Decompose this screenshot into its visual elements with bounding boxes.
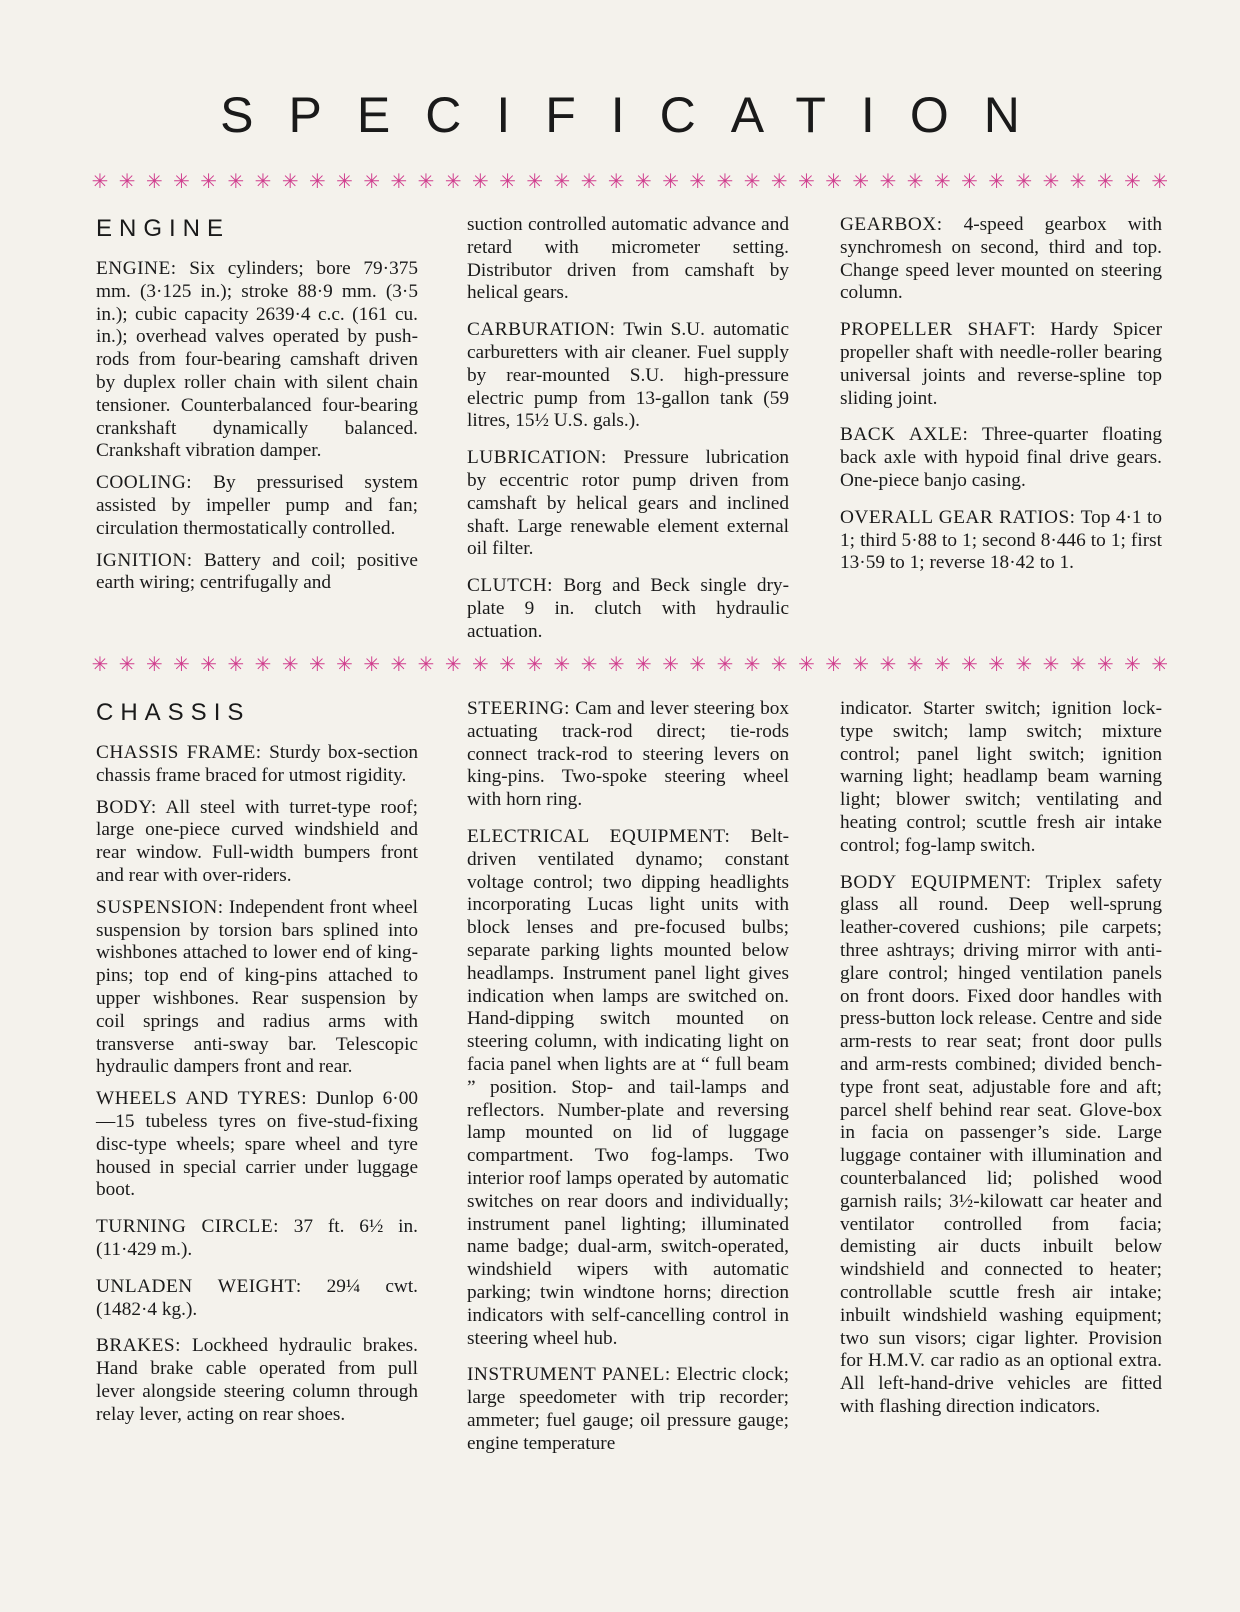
engine-column-2 bbox=[467, 214, 789, 653]
back-axle-paragraph: BACK AXLE: Three-quarter floating back axle with hypoid final drive gears. One-piece banjo casing. bbox=[840, 424, 1162, 491]
asterisk-ornament-icon: ✳ bbox=[472, 169, 489, 193]
asterisk-ornament-icon: ✳ bbox=[417, 652, 435, 676]
asterisk-ornament-icon: ✳ bbox=[662, 169, 679, 193]
instrument-panel-paragraph: INSTRUMENT PANEL: Electric clock; large speedometer with trip recorder; ammeter; fuel gauge; oil pressure gauge; engine temperature bbox=[467, 1364, 789, 1454]
asterisk-ornament-icon: ✳ bbox=[852, 169, 870, 193]
chassis-frame-paragraph: CHASSIS FRAME: Sturdy box-section chassis frame braced for utmost rigidity. bbox=[96, 742, 418, 786]
asterisk-ornament-icon: ✳ bbox=[308, 652, 326, 676]
lubrication-paragraph: LUBRICATION: Pressure lubrication by eccentric rotor pump driven from camshaft by helical gears and inclined shaft. Large renewable element external oil filter. bbox=[467, 447, 789, 560]
cooling-paragraph: COOLING: By pressurised system assisted by impeller pump and fan; circulation thermostatically controlled. bbox=[96, 472, 418, 539]
ignition-continued-paragraph: suction controlled automatic advance and retard with micrometer setting. Distributor driven from camshaft by helical gears. bbox=[467, 214, 789, 304]
asterisk-ornament-icon: ✳ bbox=[118, 652, 136, 676]
asterisk-ornament-icon: ✳ bbox=[852, 652, 870, 676]
asterisk-ornament-icon: ✳ bbox=[798, 169, 815, 193]
wheels-tyres-paragraph: WHEELS AND TYRES: Dunlop 6·00—15 tubeless tyres on five-stud-fixing disc-type wheels; spare wheel and tyre housed in special carrier under luggage boot. bbox=[96, 1088, 418, 1201]
asterisk-ornament-icon: ✳ bbox=[526, 169, 544, 193]
asterisk-ornament-icon: ✳ bbox=[988, 652, 1006, 676]
asterisk-ornament-icon: ✳ bbox=[417, 169, 435, 193]
asterisk-ornament-icon: ✳ bbox=[906, 169, 924, 193]
asterisk-ornament-icon: ✳ bbox=[173, 652, 190, 676]
asterisk-ornament-icon: ✳ bbox=[390, 652, 408, 676]
chassis-column-2 bbox=[467, 698, 789, 1465]
asterisk-ornament-icon: ✳ bbox=[390, 169, 408, 193]
asterisk-ornament-icon: ✳ bbox=[444, 652, 462, 676]
asterisk-ornament-icon: ✳ bbox=[1042, 652, 1060, 676]
asterisk-ornament-icon: ✳ bbox=[1151, 652, 1169, 676]
body-equipment-paragraph: BODY EQUIPMENT: Triplex safety glass all round. Deep well-sprung leather-covered cushions; pile carpets; three ashtrays; driving mirror with anti-glare control; hinged ventilation panels on front doors. Fixed door handles with press-button lock release. Centre and side arm-rests to rear seat; front door pulls and arm-rests combined; divided bench-type front seat, adjustable fore and aft; parcel shelf behind rear seat. Glove-box in facia on passenger’s side. Large luggage container with illumination and counterbalanced lid; polished wood garnish rails; 3½-kilowatt car heater and ventilator controlled from facia; demisting air ducts inbuilt below windshield and connected to heater; controllable scuttle fresh air intake; inbuilt windshield washing equipment; two sun visors; cigar lighter. Provision for H.M.V. car radio as an optional extra. All left-hand-drive vehicles are fitted with flashing direction indicators. bbox=[840, 871, 1163, 1417]
asterisk-ornament-icon: ✳ bbox=[770, 169, 788, 193]
asterisk-ornament-icon: ✳ bbox=[227, 652, 245, 676]
unladen-weight-paragraph: UNLADEN WEIGHT: 29¼ cwt. (1482·4 kg.). bbox=[96, 1275, 418, 1320]
asterisk-ornament-icon: ✳ bbox=[825, 652, 843, 676]
asterisk-ornament-icon: ✳ bbox=[1151, 169, 1169, 193]
asterisk-ornament-icon: ✳ bbox=[553, 169, 571, 193]
asterisk-ornament-icon: ✳ bbox=[254, 169, 272, 193]
asterisk-ornament-icon: ✳ bbox=[961, 169, 978, 193]
star-divider-top bbox=[90, 171, 1170, 191]
asterisk-ornament-icon: ✳ bbox=[526, 652, 544, 676]
asterisk-ornament-icon: ✳ bbox=[336, 169, 353, 193]
chassis-column-1 bbox=[96, 698, 418, 1436]
asterisk-ornament-icon: ✳ bbox=[472, 652, 489, 676]
ignition-paragraph: IGNITION: Battery and coil; positive earth wiring; centrifugally and bbox=[96, 549, 418, 594]
asterisk-ornament-icon: ✳ bbox=[988, 169, 1006, 193]
electrical-equipment-paragraph: ELECTRICAL EQUIPMENT: Belt-driven ventilated dynamo; constant voltage control; two dipping headlights incorporating Lucas light units with block lenses and pre-focused bulbs; separate parking lights mounted below headlamps. Instrument panel light gives indication when lamps are switched on. Hand-dipping switch mounted on steering column, with indicating light on facia panel when lights are at “ full beam ” position. Stop- and tail-lamps and reflectors. Number-plate and reversing lamp mounted on lid of luggage compartment. Two fog-lamps. Two interior roof lamps operated by automatic switches on rear doors and individually; instrument panel lighting; illuminated name badge; dual-arm, switch-operated, windshield wipers with automatic parking; twin windtone horns; direction indicators with self-cancelling control in steering wheel hub. bbox=[467, 825, 789, 1349]
asterisk-ornament-icon: ✳ bbox=[961, 652, 978, 676]
asterisk-ornament-icon: ✳ bbox=[336, 652, 353, 676]
asterisk-ornament-icon: ✳ bbox=[499, 169, 516, 193]
asterisk-ornament-icon: ✳ bbox=[145, 169, 163, 193]
steering-paragraph: STEERING: Cam and lever steering box actuating track-rod direct; tie-rods connect track-rod to steering levers on king-pins. Two-spoke steering wheel with horn ring. bbox=[467, 698, 789, 811]
asterisk-ornament-icon: ✳ bbox=[173, 169, 190, 193]
asterisk-ornament-icon: ✳ bbox=[689, 652, 707, 676]
carburation-paragraph: CARBURATION: Twin S.U. automatic carburetters with air cleaner. Fuel supply by rear-mounted S.U. high-pressure electric pump from 13-gallon tank (59 litres, 15½ U.S. gals.). bbox=[467, 319, 789, 432]
asterisk-ornament-icon: ✳ bbox=[499, 652, 516, 676]
asterisk-ornament-icon: ✳ bbox=[716, 169, 734, 193]
asterisk-ornament-icon: ✳ bbox=[1069, 169, 1087, 193]
gearbox-paragraph: GEARBOX: 4-speed gearbox with synchromesh on second, third and top. Change speed lever mounted on steering column. bbox=[840, 214, 1162, 304]
asterisk-ornament-icon: ✳ bbox=[635, 652, 652, 676]
engine-paragraph: ENGINE: Six cylinders; bore 79·375 mm. (3·125 in.); stroke 88·9 mm. (3·5 in.); cubic capacity 2639·4 c.c. (161 cu. in.); overhead valves operated by push-rods from four-bearing camshaft driven by duplex roller chain with silent chain tensioner. Counterbalanced four-bearing crankshaft dynamically balanced. Crankshaft vibration damper. bbox=[96, 258, 418, 462]
asterisk-ornament-icon: ✳ bbox=[227, 169, 245, 193]
engine-column-1 bbox=[96, 214, 418, 604]
turning-circle-paragraph: TURNING CIRCLE: 37 ft. 6½ in. (11·429 m.). bbox=[96, 1216, 418, 1260]
page-title: SPECIFICATION bbox=[220, 87, 1055, 143]
asterisk-ornament-icon: ✳ bbox=[607, 652, 625, 676]
asterisk-ornament-icon: ✳ bbox=[798, 652, 815, 676]
asterisk-ornament-icon: ✳ bbox=[689, 169, 707, 193]
asterisk-ornament-icon: ✳ bbox=[906, 652, 924, 676]
asterisk-ornament-icon: ✳ bbox=[635, 169, 652, 193]
asterisk-ornament-icon: ✳ bbox=[118, 169, 136, 193]
asterisk-ornament-icon: ✳ bbox=[1124, 652, 1141, 676]
asterisk-ornament-icon: ✳ bbox=[444, 169, 462, 193]
gear-ratios-paragraph: OVERALL GEAR RATIOS: Top 4·1 to 1; third 5·88 to 1; second 8·446 to 1; first 13·59 to 1; reverse 18·42 to 1. bbox=[840, 506, 1162, 574]
asterisk-ornament-icon: ✳ bbox=[254, 652, 272, 676]
asterisk-ornament-icon: ✳ bbox=[200, 652, 218, 676]
asterisk-ornament-icon: ✳ bbox=[580, 169, 598, 193]
asterisk-ornament-icon: ✳ bbox=[933, 169, 951, 193]
engine-column-3 bbox=[840, 214, 1162, 584]
asterisk-ornament-icon: ✳ bbox=[91, 652, 109, 676]
engine-heading: ENGINE bbox=[96, 215, 231, 242]
asterisk-ornament-icon: ✳ bbox=[145, 652, 163, 676]
chassis-column-3 bbox=[840, 698, 1162, 1428]
asterisk-ornament-icon: ✳ bbox=[281, 652, 299, 676]
star-divider-middle bbox=[90, 654, 1170, 674]
asterisk-ornament-icon: ✳ bbox=[743, 169, 761, 193]
asterisk-ornament-icon: ✳ bbox=[580, 652, 598, 676]
asterisk-ornament-icon: ✳ bbox=[607, 169, 625, 193]
asterisk-ornament-icon: ✳ bbox=[308, 169, 326, 193]
asterisk-ornament-icon: ✳ bbox=[91, 169, 109, 193]
asterisk-ornament-icon: ✳ bbox=[553, 652, 571, 676]
asterisk-ornament-icon: ✳ bbox=[825, 169, 843, 193]
asterisk-ornament-icon: ✳ bbox=[1096, 169, 1114, 193]
asterisk-ornament-icon: ✳ bbox=[879, 169, 897, 193]
asterisk-ornament-icon: ✳ bbox=[1015, 652, 1033, 676]
clutch-paragraph: CLUTCH: Borg and Beck single dry-plate 9 in. clutch with hydraulic actuation. bbox=[467, 575, 789, 642]
asterisk-ornament-icon: ✳ bbox=[933, 652, 951, 676]
asterisk-ornament-icon: ✳ bbox=[879, 652, 897, 676]
asterisk-ornament-icon: ✳ bbox=[1015, 169, 1033, 193]
asterisk-ornament-icon: ✳ bbox=[1096, 652, 1114, 676]
asterisk-ornament-icon: ✳ bbox=[363, 169, 381, 193]
asterisk-ornament-icon: ✳ bbox=[200, 169, 218, 193]
asterisk-ornament-icon: ✳ bbox=[770, 652, 788, 676]
asterisk-ornament-icon: ✳ bbox=[281, 169, 299, 193]
propeller-shaft-paragraph: PROPELLER SHAFT: Hardy Spicer propeller shaft with needle-roller bearing universal joints and reverse-spline top sliding joint. bbox=[840, 319, 1162, 409]
asterisk-ornament-icon: ✳ bbox=[662, 652, 679, 676]
instrument-panel-continued-paragraph: indicator. Starter switch; ignition lock-type switch; lamp switch; mixture control; panel light switch; ignition warning light; headlamp beam warning light; blower switch; ventilating and heating control; scuttle fresh air intake control; fog-lamp switch. bbox=[840, 698, 1162, 856]
asterisk-ornament-icon: ✳ bbox=[743, 652, 761, 676]
asterisk-ornament-icon: ✳ bbox=[716, 652, 734, 676]
asterisk-ornament-icon: ✳ bbox=[1124, 169, 1141, 193]
asterisk-ornament-icon: ✳ bbox=[1042, 169, 1060, 193]
chassis-heading: CHASSIS bbox=[96, 699, 251, 726]
brakes-paragraph: BRAKES: Lockheed hydraulic brakes. Hand brake cable operated from pull lever alongside steering column through relay lever, acting on rear shoes. bbox=[96, 1335, 418, 1425]
suspension-paragraph: SUSPENSION: Independent front wheel suspension by torsion bars splined into wishbones attached to lower end of king-pins; top end of king-pins attached to upper wishbones. Rear suspension by coil springs and radius arms with transverse anti-sway bar. Telescopic hydraulic dampers front and rear. bbox=[96, 896, 418, 1078]
body-paragraph: BODY: All steel with turret-type roof; large one-piece curved windshield and rear window. Full-width bumpers front and rear with over-riders. bbox=[96, 796, 418, 886]
asterisk-ornament-icon: ✳ bbox=[1069, 652, 1087, 676]
asterisk-ornament-icon: ✳ bbox=[363, 652, 381, 676]
